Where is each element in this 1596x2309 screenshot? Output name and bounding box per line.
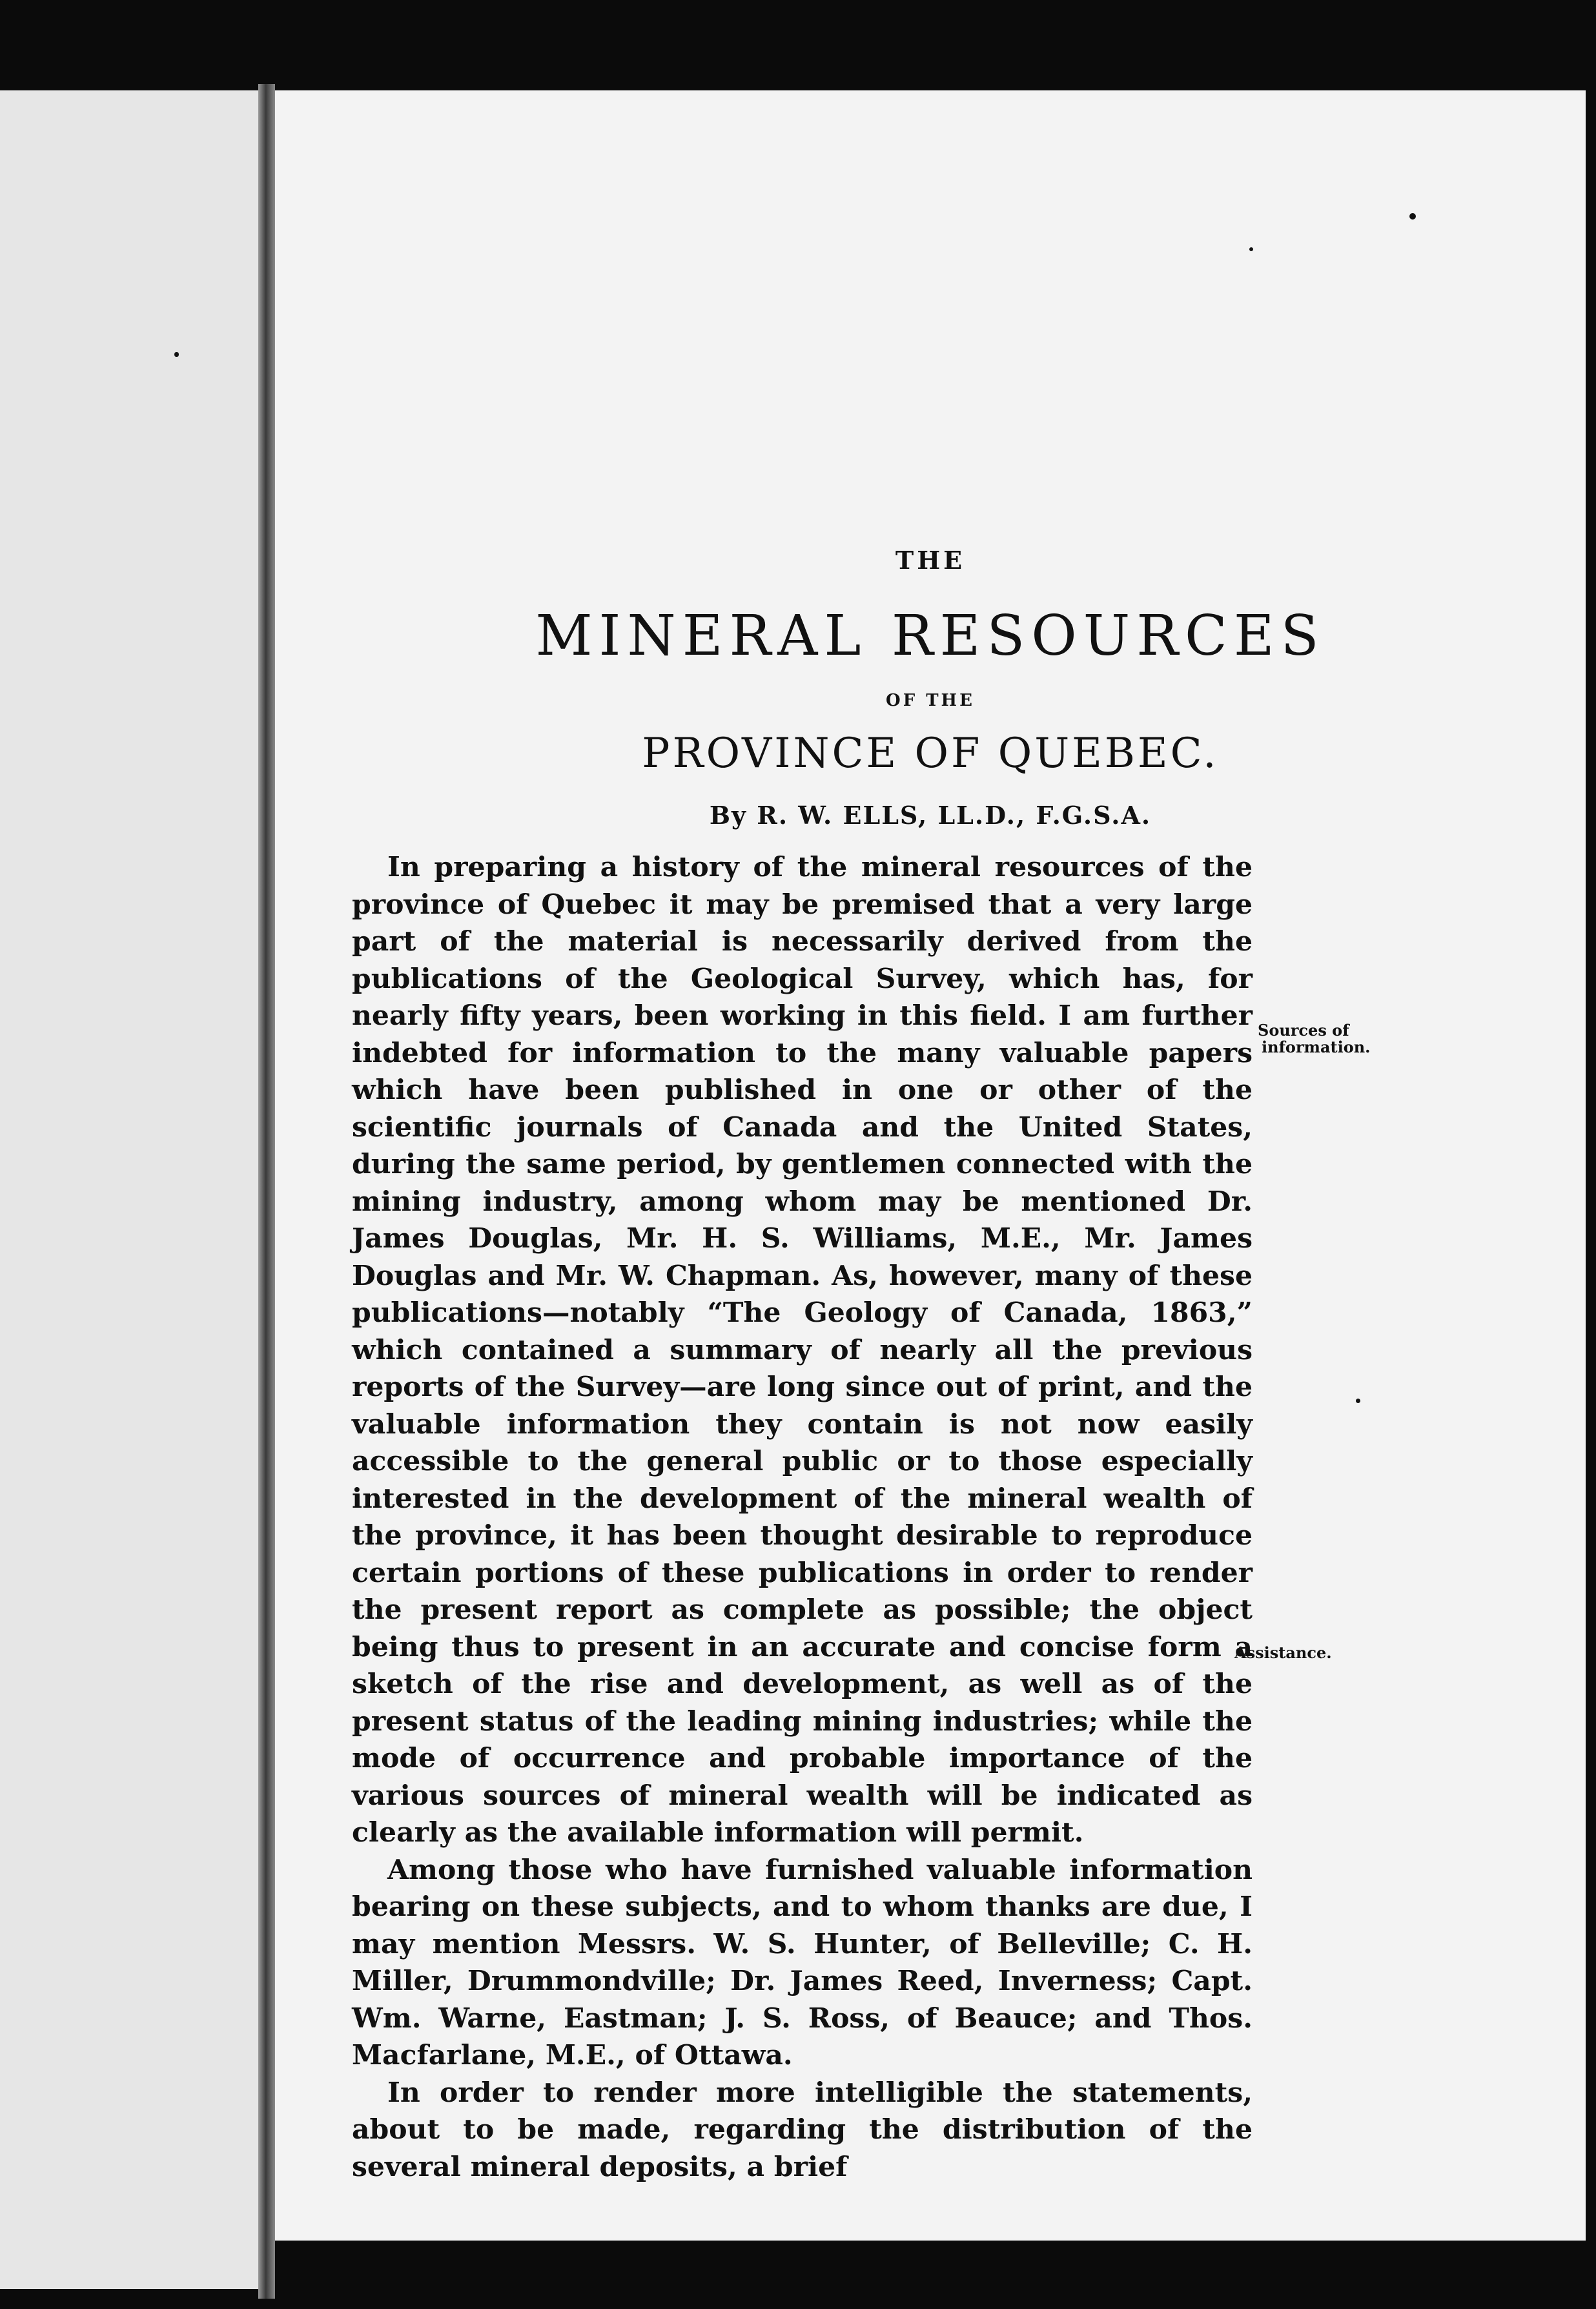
book-gutter xyxy=(258,84,275,2299)
paragraph: Among those who have furnished valuable information bearing on these subjects, and to whom thanks are due, I may mention Messrs. W. S. Hunter, of Belleville; C. H. Miller, Drummondville; Dr. James Reed, Inverness; Capt. Wm. Warne, Eastman; J. S. Ross, of Beauce; and Thos. Macfarlane, M.E., of Ottawa. xyxy=(352,1853,1253,2071)
paragraph: In preparing a history of the mineral resources of the province of Quebec it may be premised that a very large part of the material is necessarily derived from the publications of the Geological Survey, which has, for nearly fifty years, been working in this field. I am further indebted for information to the many valuable papers which have been published in one or other of the scientific journals of Canada and the United States, during the same period, by gentlemen connected with the mining industry, among whom may be mentioned Dr. James Douglas, Mr. H. S. Williams, M.E., Mr. James Douglas and Mr. W. Chapman. As, however, many of these publications—notably “The Geology of Canada, 1863,” which contained a summary of nearly all the previous reports of the Survey—are long since out of print, and the valuable information they contain is not now easily accessible to the general public or to those especially interested in the development of the mineral wealth of the province, it has been thought desirable to reproduce certain portions of these publications in order to render the present report as complete as possible; the object being thus to present in an accurate and concise form a sketch of the rise and development, as well as of the present status of the leading mining industries; while the mode of occurrence and probable importance of the various sources of mineral wealth will be indicated as clearly as the available information will permit. xyxy=(352,851,1253,1849)
margin-note-sources xyxy=(1258,1022,1371,1056)
margin-note-assistance: Assistance. xyxy=(1234,1643,1332,1662)
paragraph: In order to render more intelligible the statements, about to be made, regarding the distribution of the several mineral deposits, a brief xyxy=(352,2076,1253,2183)
author-byline: By R. W. ELLS, LL.D., F.G.S.A. xyxy=(709,801,1152,830)
title-the: THE xyxy=(895,546,966,575)
speck-mark xyxy=(1356,1399,1360,1403)
speck-mark xyxy=(1409,213,1416,220)
speck-mark xyxy=(1249,247,1253,251)
margin-note-line: information. xyxy=(1262,1038,1371,1056)
speck-mark xyxy=(174,352,179,357)
body-text xyxy=(352,849,1253,2186)
title-of-the: OF THE xyxy=(886,691,975,710)
page-title: MINERAL RESOURCES xyxy=(535,604,1325,668)
margin-note-line: Sources of xyxy=(1258,1021,1349,1040)
facing-page xyxy=(0,90,266,2289)
title-province: PROVINCE OF QUEBEC. xyxy=(642,730,1219,777)
